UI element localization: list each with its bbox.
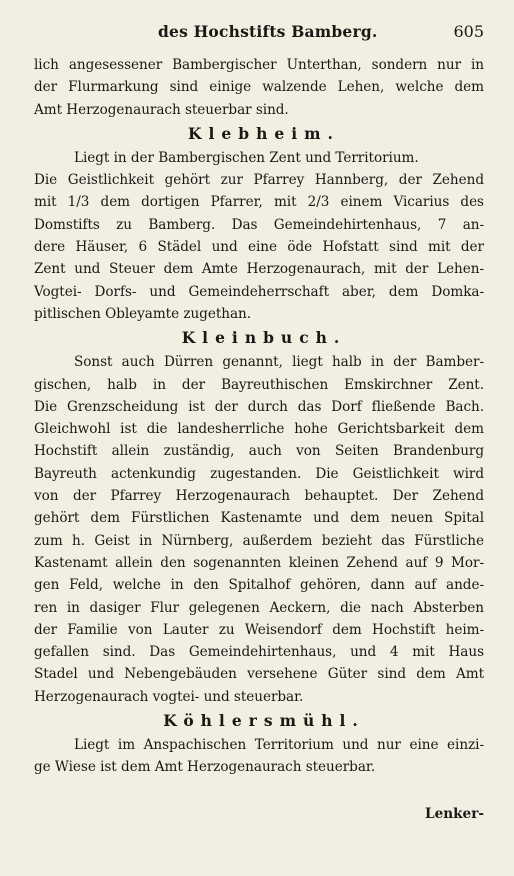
text-line: Kastenamt allein den sogenannten kleinen Zehend auf 9 Mor- bbox=[34, 554, 484, 571]
running-title: des Hochstifts Bamberg. bbox=[157, 22, 378, 41]
paragraph-kleinbuch bbox=[34, 351, 484, 708]
section-heading-kleinbuch: Kleinbuch. bbox=[181, 328, 347, 348]
text-line: Die Grenzscheidung ist der durch das Dorf fließende Bach. bbox=[34, 398, 484, 415]
text-line: Zent und Steuer dem Amte Herzogenaurach, mit der Lehen- bbox=[34, 261, 484, 278]
text-line: zum h. Geist in Nürnberg, außerdem bezieht das Fürstliche bbox=[34, 532, 484, 549]
text-line: Vogtei- Dorfs- und Gemeindeherrschaft aber, dem Domka- bbox=[34, 283, 484, 300]
text-line: gefallen sind. Das Gemeindehirtenhaus, und 4 mit Haus bbox=[34, 644, 484, 661]
text-line: gen Feld, welche in den Spitalhof gehören, dann auf ande- bbox=[34, 577, 484, 594]
text-line: Liegt in der Bambergischen Zent und Territorium. bbox=[74, 149, 419, 166]
text-line: Domstifts zu Bamberg. Das Gemeindehirtenhaus, 7 an- bbox=[34, 216, 484, 233]
text-line: mit 1/3 dem dortigen Pfarrer, mit 2/3 einem Vicarius des bbox=[34, 194, 484, 211]
section-heading-koehlersmuehl: Köhlersmühl. bbox=[163, 711, 365, 731]
running-head bbox=[34, 22, 484, 54]
text-line: Bayreuth actenkundig zugestanden. Die Geistlichkeit wird bbox=[34, 465, 484, 482]
paragraph-intro bbox=[34, 54, 484, 121]
text-line: Die Geistlichkeit gehört zur Pfarrey Hannberg, der Zehend bbox=[34, 172, 484, 189]
text-line: Hochstift allein zuständig, auch von Seiten Brandenburg bbox=[34, 443, 484, 460]
text-line: ren in dasiger Flur gelegenen Aeckern, die nach Absterben bbox=[34, 599, 484, 616]
text-line: Stadel und Nebengebäuden versehene Güter sind dem Amt bbox=[34, 666, 484, 683]
text-line: Sonst auch Dürren genannt, liegt halb in der Bamber- bbox=[74, 354, 484, 371]
text-line: Liegt im Anspachischen Territorium und nur eine einzi- bbox=[74, 737, 484, 754]
text-line: gischen, halb in der Bayreuthischen Emskirchner Zent. bbox=[34, 376, 484, 393]
text-line: Gleichwohl ist die landesherrliche hohe Gerichtsbarkeit dem bbox=[34, 421, 484, 438]
text-line: dere Häuser, 6 Städel und eine öde Hofstatt sind mit der bbox=[34, 239, 484, 256]
text-line: pitlischen Obleyamte zugethan. bbox=[34, 305, 251, 322]
text-line: der Familie von Lauter zu Weisendorf dem Hochstift heim- bbox=[34, 621, 484, 638]
text-line: der Flurmarkung sind einige walzende Lehen, welche dem bbox=[34, 79, 484, 96]
paragraph-koehlersmuehl bbox=[34, 734, 484, 779]
text-line: ge Wiese ist dem Amt Herzogenaurach steuerbar. bbox=[34, 759, 376, 776]
page-number: 605 bbox=[453, 22, 484, 41]
paragraph-klebheim bbox=[34, 147, 484, 325]
catchword-row bbox=[34, 806, 484, 822]
catchword: Lenker- bbox=[425, 805, 484, 822]
section-heading-klebheim: Klebheim. bbox=[188, 123, 340, 143]
text-line: Herzogenaurach vogtei- und steuerbar. bbox=[34, 688, 304, 705]
text-line: gehört dem Fürstlichen Kastenamte und dem neuen Spital bbox=[34, 510, 484, 527]
text-line: Amt Herzogenaurach steuerbar sind. bbox=[34, 101, 289, 118]
text-line: von der Pfarrey Herzogenaurach behauptet. Der Zehend bbox=[34, 488, 484, 505]
text-line: lich angesessener Bambergischer Unterthan, sondern nur in bbox=[34, 57, 484, 73]
